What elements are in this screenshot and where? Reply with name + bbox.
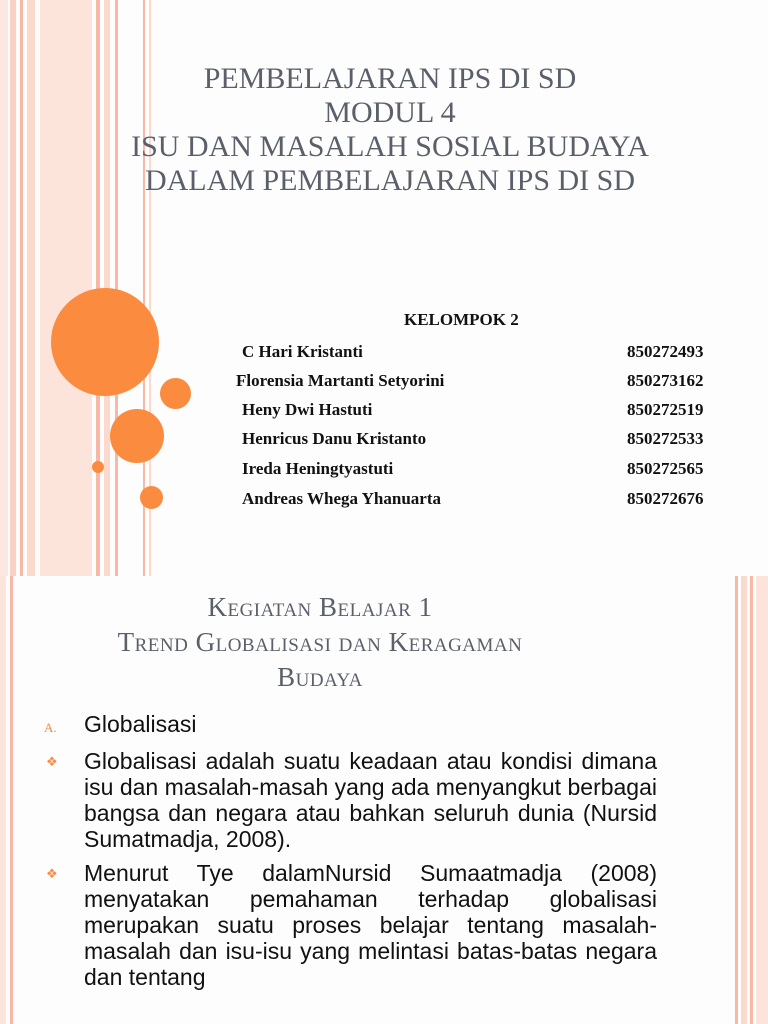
title-line: DALAM PEMBELAJARAN IPS DI SD (144, 164, 636, 197)
title-line: PEMBELAJARAN IPS DI SD (203, 62, 577, 95)
decor-circle-large (51, 288, 159, 396)
member-name: Florensia Martanti Setyorini (236, 371, 445, 390)
member-name: Henricus Danu Kristanto (242, 429, 427, 448)
decor-stripe (10, 0, 16, 576)
member-name: Andreas Whega Yhanuarta (242, 489, 441, 508)
member-nim: 850272676 (627, 489, 704, 508)
diamond-bullet-icon: ❖ (46, 754, 58, 769)
decor-stripe (735, 576, 738, 1024)
decor-stripe (0, 0, 8, 576)
decor-stripe (10, 576, 13, 1024)
member-nim: 850272565 (627, 459, 704, 478)
member-nim: 850272519 (627, 400, 704, 419)
diamond-bullet-icon: ❖ (46, 866, 58, 881)
slide-title (60, 62, 720, 198)
member-name: Heny Dwi Hastuti (242, 400, 373, 419)
title-line: Trend Globalisasi dan Keragaman (117, 627, 523, 657)
member-nim: 850273162 (627, 371, 704, 390)
decor-stripe (27, 0, 35, 576)
slide-content (44, 710, 657, 998)
bullet-item (44, 748, 657, 852)
decor-circle-small (160, 378, 191, 409)
bullet-text: Globalisasi adalah suatu keadaan atau kondisi dimana isu dan masalah-masah yang ada menyangkut berbagai bangsa dan negara atau bahkan seluruh dunia (Nursid Sumatmadja, 2008). (84, 748, 657, 852)
decor-circle-tiny (92, 461, 104, 473)
decor-stripe (0, 576, 6, 1024)
decor-stripe (756, 576, 768, 1024)
section-heading: Globalisasi (84, 711, 197, 737)
section-heading-row (44, 710, 657, 742)
member-name: C Hari Kristanti (242, 342, 363, 361)
slide-2 (0, 576, 768, 1024)
decor-stripe (20, 0, 23, 576)
title-line: Kegiatan Belajar 1 (207, 592, 433, 622)
member-nim: 850272493 (627, 342, 704, 361)
decor-circle-small (140, 486, 163, 509)
bullet-item (44, 860, 657, 990)
title-line: ISU DAN MASALAH SOSIAL BUDAYA (131, 130, 649, 163)
member-nim: 850272533 (627, 429, 704, 448)
bullet-text: Menurut Tye dalamNursid Sumaatmadja (2008) menyatakan pemahaman terhadap globalisasi merupakan suatu proses belajar tentang masalah-masalah dan isu-isu yang melintasi batas-batas negara dan tentang (84, 860, 657, 990)
title-line: MODUL 4 (324, 96, 456, 129)
decor-stripe (750, 576, 753, 1024)
decor-circle-medium (110, 409, 164, 463)
member-name: Ireda Heningtyastuti (242, 459, 394, 478)
slide-title (60, 590, 580, 695)
decor-stripe (741, 576, 747, 1024)
title-line: Budaya (277, 662, 363, 692)
group-label: KELOMPOK 2 (404, 310, 519, 329)
list-marker: A. (44, 720, 57, 735)
